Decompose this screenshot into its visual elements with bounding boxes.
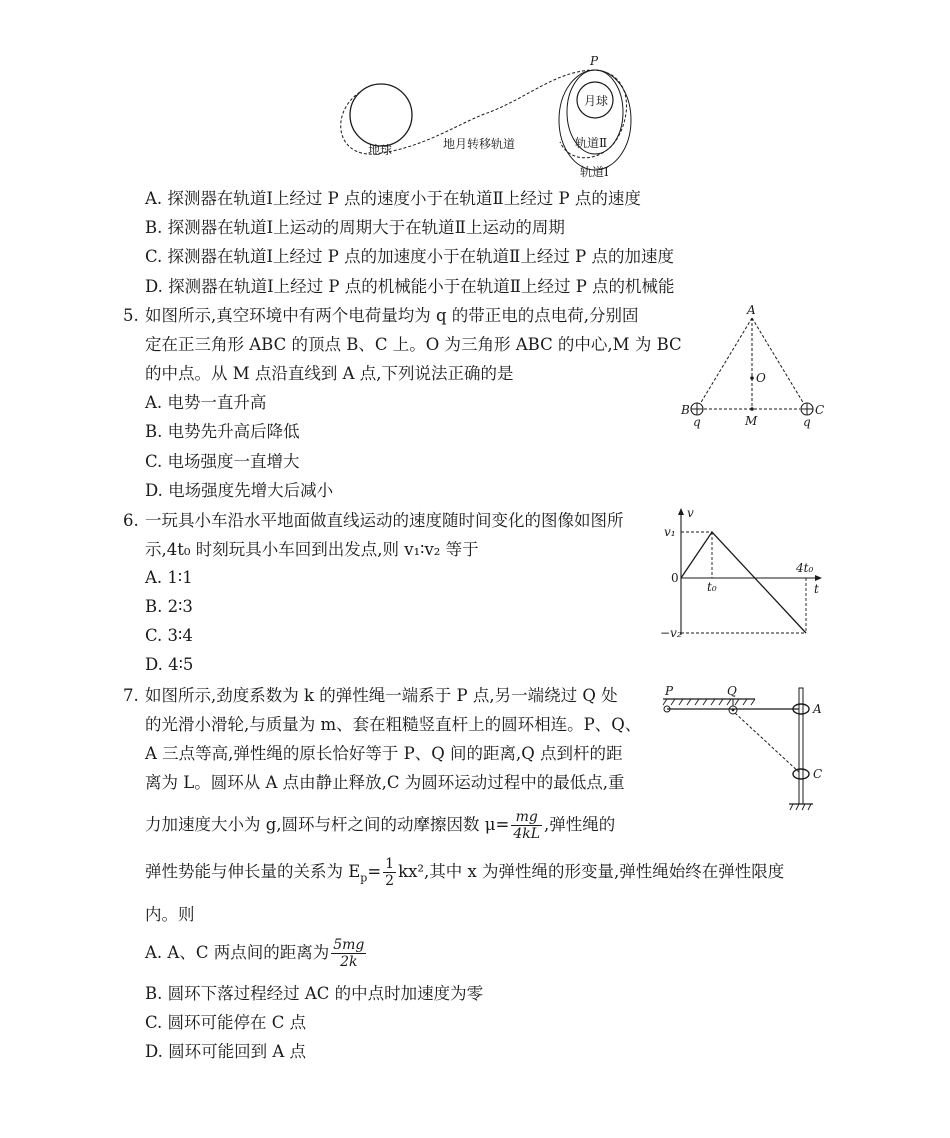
q5-stem-line-1: 如图所示,真空环境中有两个电荷量均为 q 的带正电的点电荷,分别固: [145, 306, 639, 325]
t-axis-label: t: [814, 582, 819, 596]
triangle-charges-figure: [676, 302, 826, 432]
q4-option-a: A. 探测器在轨道Ⅰ上经过 P 点的速度小于在轨道Ⅱ上经过 P 点的速度: [145, 189, 641, 208]
rope-qc-dashed: [735, 713, 801, 774]
q4-option-b: B. 探测器在轨道Ⅰ上运动的周期大于在轨道Ⅱ上运动的周期: [145, 218, 565, 237]
velocity-time-graph: [660, 505, 825, 645]
point-o-dot: [750, 376, 754, 380]
point-m-dot: [750, 407, 754, 411]
elastic-rope-figure: [655, 682, 835, 817]
vertical-pole: [799, 688, 803, 804]
q5-option-b: B. 电势先升高后降低: [145, 422, 300, 441]
triangle-side-ac: [752, 318, 807, 409]
q7-line5-text-a: 力加速度大小为 g,圆环与杆之间的动摩擦因数 μ=: [145, 815, 510, 834]
q5-option-c: C. 电场强度一直增大: [145, 452, 300, 471]
point-q-label: Q: [727, 684, 737, 698]
charge-b-q-label: q: [693, 415, 701, 429]
v-axis-label: v: [687, 506, 694, 520]
q7-option-d: D. 圆环可能回到 A 点: [145, 1042, 307, 1061]
q7-option-b: B. 圆环下落过程经过 AC 的中点时加速度为零: [145, 984, 484, 1003]
q5-stem-line-2: 定在正三角形 ABC 的顶点 B、C 上。O 为三角形 ABC 的中心,M 为 BC: [145, 335, 682, 354]
q7-line6-text-b: kx²,其中 x 为弹性绳的形变量,弹性绳始终在弹性限度: [398, 862, 785, 881]
vertex-c-label: C: [815, 403, 825, 417]
q7-stem-line-6: [145, 855, 784, 895]
distance-numerator: 5mg: [333, 937, 365, 953]
q6-option-c: C. 3∶4: [145, 626, 193, 645]
q7-line6-equals: =: [367, 862, 382, 881]
ceiling-hatch: [663, 699, 755, 705]
t0-label: t₀: [707, 580, 717, 594]
center-o-label: O: [756, 371, 766, 385]
q7-stem-line-7: 内。则: [145, 905, 195, 924]
orbit-1-label: 轨道Ⅰ: [580, 165, 609, 179]
origin-label: 0: [671, 571, 679, 585]
ep-subscript: p: [360, 871, 368, 885]
t-axis-arrow: [815, 575, 822, 581]
q5-option-a: A. 电势一直升高: [145, 393, 267, 412]
earth-moon-orbit-figure: [330, 52, 650, 184]
distance-fraction: [331, 937, 366, 970]
orbit-2-label: 轨道Ⅱ: [575, 136, 608, 150]
q7-option-c: C. 圆环可能停在 C 点: [145, 1013, 307, 1032]
point-a-label: A: [813, 702, 822, 716]
orbit-1-ellipse: [559, 70, 631, 170]
q6-stem-line-1: 一玩具小车沿水平地面做直线运动的速度随时间变化的图像如图所: [145, 511, 624, 530]
q6-option-a: A. 1∶1: [145, 568, 193, 587]
q6-stem-line-2: 示,4t₀ 时刻玩具小车回到出发点,则 v₁∶v₂ 等于: [145, 540, 479, 559]
charge-c-icon: [801, 403, 813, 415]
four-t0-label: 4t₀: [796, 561, 814, 575]
q7-option-a: [145, 936, 368, 970]
mu-fraction: [511, 809, 542, 842]
q7-line5-text-b: ,弹性绳的: [544, 815, 616, 834]
half-fraction: [383, 856, 396, 889]
half-numerator: 1: [385, 856, 395, 872]
mu-denominator: 4kL: [513, 826, 541, 842]
half-denominator: 2: [385, 873, 395, 889]
point-p-label: P: [665, 684, 674, 698]
vertex-b-label: B: [681, 403, 690, 417]
charge-c-q-label: q: [803, 415, 811, 429]
q7-option-a-text: A. A、C 两点间的距离为: [145, 943, 330, 962]
q7-stem-line-3: A 三点等高,弹性绳的原长恰好等于 P、Q 间的距离,Q 点到杆的距: [145, 744, 623, 763]
point-c-label: C: [813, 767, 823, 781]
mu-numerator: mg: [511, 809, 542, 826]
q7-stem-line-4: 离为 L。圆环从 A 点由静止释放,C 为圆环运动过程中的最低点,重: [145, 773, 625, 792]
q7-stem-line-2: 的光滑小滑轮,与质量为 m、套在粗糙竖直杆上的圆环相连。P、Q、: [145, 715, 642, 734]
q5-stem-line-3: 的中点。从 M 点沿直线到 A 点,下列说法正确的是: [145, 364, 514, 383]
charge-b-icon: [691, 403, 703, 415]
q5-option-d: D. 电场强度先增大后减小: [145, 481, 334, 500]
triangle-side-ab: [697, 318, 752, 409]
base-hatch: [790, 804, 811, 810]
v1-label: v₁: [664, 525, 676, 539]
earth-circle: [350, 84, 412, 146]
q7-line6-text-a: 弹性势能与伸长量的关系为 E: [145, 862, 361, 881]
q5-number: 5.: [123, 306, 139, 325]
moon-label: 月球: [584, 94, 609, 108]
q7-stem-line-1: 如图所示,劲度系数为 k 的弹性绳一端系于 P 点,另一端绕过 Q 处: [145, 686, 618, 705]
q4-option-d: D. 探测器在轨道Ⅰ上经过 P 点的机械能小于在轨道Ⅱ上经过 P 点的机械能: [145, 277, 675, 296]
q6-option-b: B. 2∶3: [145, 597, 193, 616]
midpoint-m-label: M: [745, 414, 758, 428]
earth-label: 地球: [368, 143, 393, 157]
transfer-orbit-label: 地月转移轨道: [443, 137, 516, 151]
pulley-q-icon: [729, 699, 737, 714]
distance-denominator: 2k: [340, 954, 358, 970]
q4-option-c: C. 探测器在轨道Ⅰ上经过 P 点的加速度小于在轨道Ⅱ上经过 P 点的加速度: [145, 247, 674, 266]
q7-stem-line-5: [145, 808, 615, 842]
neg-v2-label: −v₂: [660, 626, 682, 640]
point-p-label: P: [590, 54, 599, 68]
v-axis-arrow: [678, 508, 684, 515]
q7-number: 7.: [123, 686, 139, 705]
velocity-line: [681, 532, 806, 633]
vertex-a-label: A: [747, 303, 756, 317]
q6-option-d: D. 4∶5: [145, 655, 194, 674]
q6-number: 6.: [123, 511, 139, 530]
